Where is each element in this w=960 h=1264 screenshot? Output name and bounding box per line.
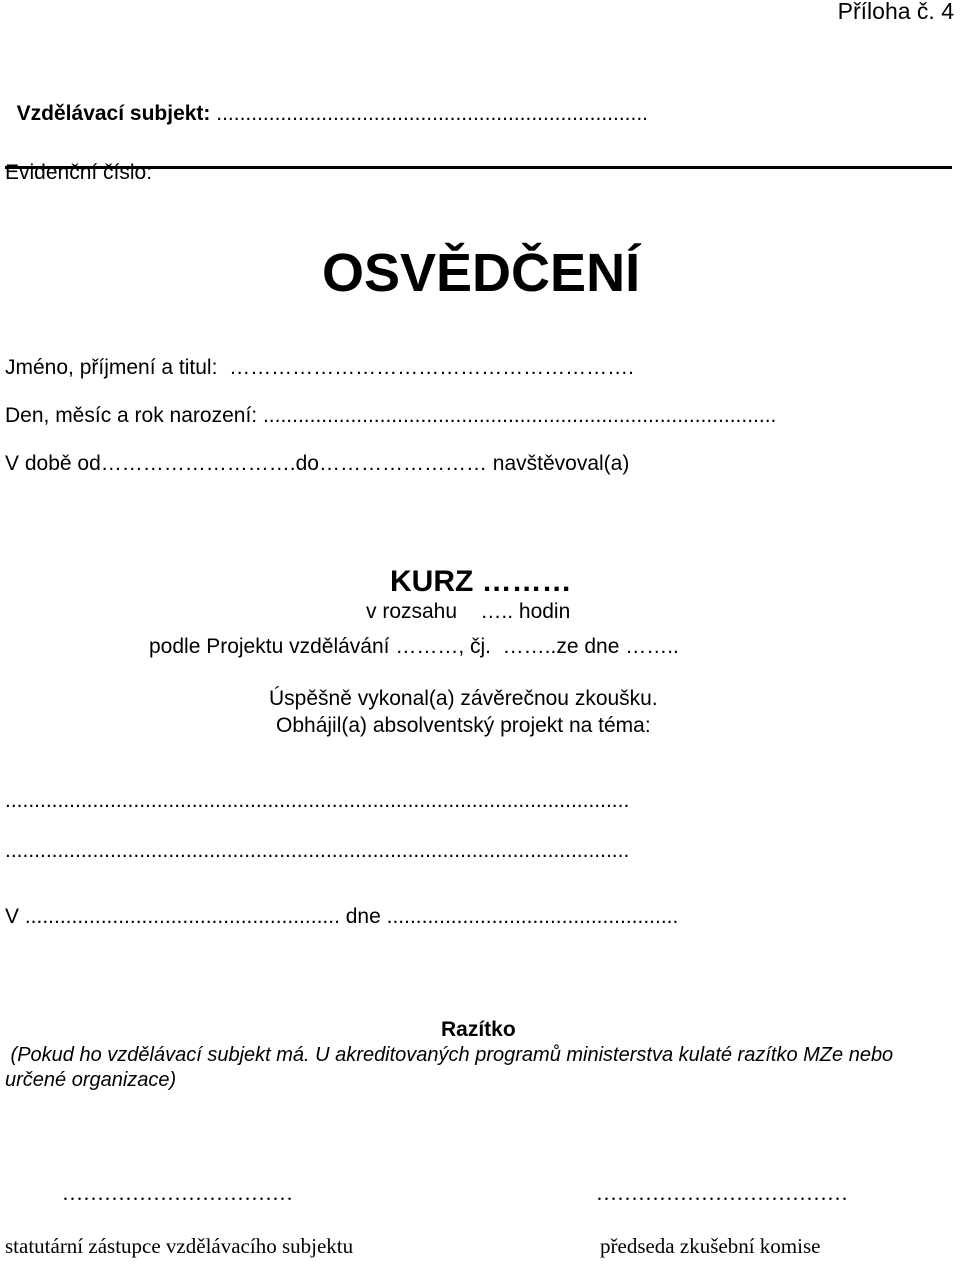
annex-number: Příloha č. 4 — [837, 0, 954, 24]
hours-line: v rozsahu ….. hodin — [366, 600, 571, 623]
stamp-title: Razítko — [441, 1018, 516, 1041]
period-line: V době od……………………….do…………………… navštěvoval(a) — [5, 452, 630, 475]
name-line: Jméno, příjmení a titul: …………………………………………………. — [5, 356, 634, 379]
subject-line — [5, 82, 648, 124]
document-title: OSVĚDČENÍ — [322, 243, 641, 303]
registration-label: Evidenční číslo: — [5, 161, 153, 184]
birth-line: Den, měsíc a rok narození: ........................................................................................ — [5, 404, 777, 427]
stamp-note-1: (Pokud ho vzdělávací subjekt má. U akreditovaných programů ministerstva kulaté razítko MZe nebo — [5, 1044, 894, 1066]
exam-line: Úspěšně vykonal(a) závěrečnou zkoušku. — [269, 687, 658, 710]
signature-label-right: předseda zkušební komise — [600, 1234, 821, 1258]
project-line: podle Projektu vzdělávání ………, čj. ……..ze dne …….. — [149, 635, 679, 658]
stamp-note-2: určené organizace) — [5, 1069, 177, 1091]
subject-label: Vzdělávací subjekt: — [16, 102, 211, 125]
place-date-line: V ...................................................... dne .................................................. — [5, 905, 679, 928]
signature-line-left: …………………………… — [62, 1181, 293, 1205]
signature-line-right: ……………………………… — [596, 1181, 848, 1205]
thesis-dots-2: ........................................................................................................... — [5, 839, 630, 862]
thesis-line: Obhájil(a) absolventský projekt na téma: — [276, 714, 651, 737]
thesis-dots-1: ........................................................................................................... — [5, 789, 630, 812]
signature-label-left: statutární zástupce vzdělávacího subjektu — [5, 1234, 354, 1258]
subject-dots: .......................................................................... — [210, 102, 649, 125]
course-title: KURZ ……… — [390, 565, 572, 598]
